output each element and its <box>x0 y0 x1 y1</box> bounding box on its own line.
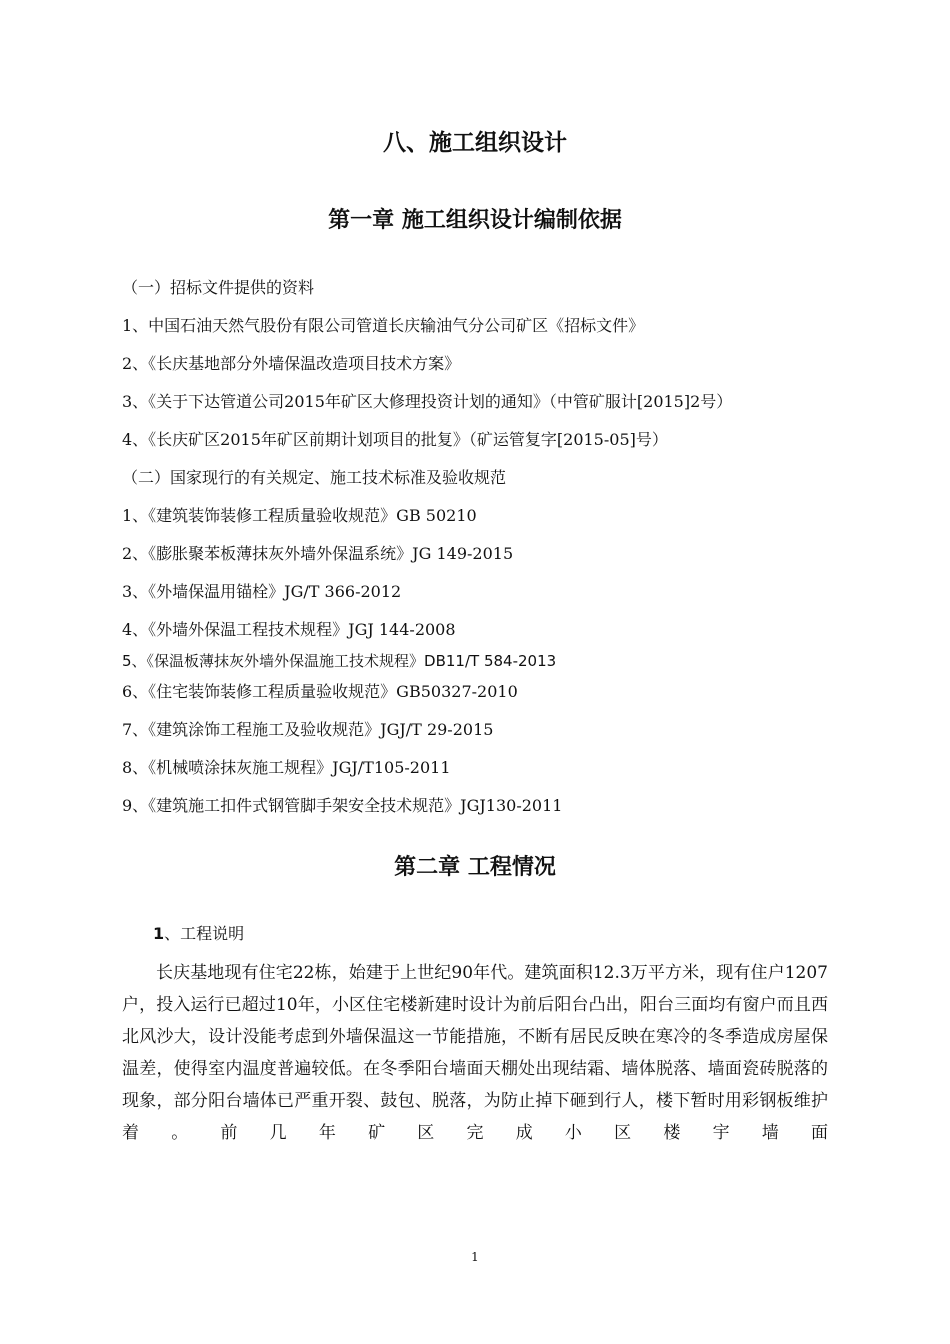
part2-item-6: 6、《住宅装饰装修工程质量验收规范》GB50327-2010 <box>122 682 518 701</box>
part2-item-4: 4、《外墙外保温工程技术规程》JGJ 144-2008 <box>122 620 456 639</box>
part1-item-2: 2、《长庆基地部分外墙保温改造项目技术方案》 <box>122 354 461 373</box>
project-description-paragraph: 长庆基地现有住宅22栋，始建于上世纪90年代。建筑面积12.3万平方米，现有住户1207户，投入运行已超过10年，小区住宅楼新建时设计为前后阳台凸出，阳台三面均有窗户而且西北风沙大，设计没能考虑到外墙保温这一节能措施，不断有居民反映在寒冷的冬季造成房屋保温差，使得室内温度普遍较低。在冬季阳台墙面天棚处出现结霜、墙体脱落、墙面瓷砖脱落的现象，部分阳台墙体已严重开裂、鼓包、脱落，为防止掉下砸到行人，楼下暂时用彩钢板维护着。前几年矿区完成小区楼宇墙面 <box>122 963 828 1143</box>
part2-item-3: 3、《外墙保温用锚栓》JG/T 366-2012 <box>122 582 402 601</box>
chapter2-title: 第二章 工程情况 <box>394 855 556 880</box>
part2-heading: （二）国家现行的有关规定、施工技术标准及验收规范 <box>122 468 507 487</box>
part1-item-3: 3、《关于下达管道公司2015年矿区大修理投资计划的通知》（中管矿服计[2015]2号） <box>122 392 733 411</box>
part2-item-8: 8、《机械喷涂抹灰施工规程》JGJ/T105-2011 <box>122 758 451 777</box>
page-number: 1 <box>471 1250 479 1264</box>
part1-item-1: 1、中国石油天然气股份有限公司管道长庆输油气分公司矿区《招标文件》 <box>122 316 645 335</box>
part2-item-5: 5、《保温板薄抹灰外墙外保温施工技术规程》DB11/T 584-2013 <box>122 652 557 670</box>
section1-number: 1 <box>153 924 165 943</box>
part2-item-9: 9、《建筑施工扣件式钢管脚手架安全技术规范》JGJ130-2011 <box>122 796 563 815</box>
part1-heading: （一）招标文件提供的资料 <box>122 278 315 297</box>
part2-item-1: 1、《建筑装饰装修工程质量验收规范》GB 50210 <box>122 506 477 525</box>
chapter1-title: 第一章 施工组织设计编制依据 <box>328 208 622 233</box>
section1-heading <box>153 923 244 945</box>
document-title: 八、施工组织设计 <box>383 130 567 156</box>
part2-item-2: 2、《膨胀聚苯板薄抹灰外墙外保温系统》JG 149-2015 <box>122 544 514 563</box>
part1-item-4: 4、《长庆矿区2015年矿区前期计划项目的批复》（矿运管复字[2015-05]号） <box>122 430 668 449</box>
part2-item-7: 7、《建筑涂饰工程施工及验收规范》JGJ/T 29-2015 <box>122 720 494 739</box>
section1-label: 、工程说明 <box>164 924 245 943</box>
